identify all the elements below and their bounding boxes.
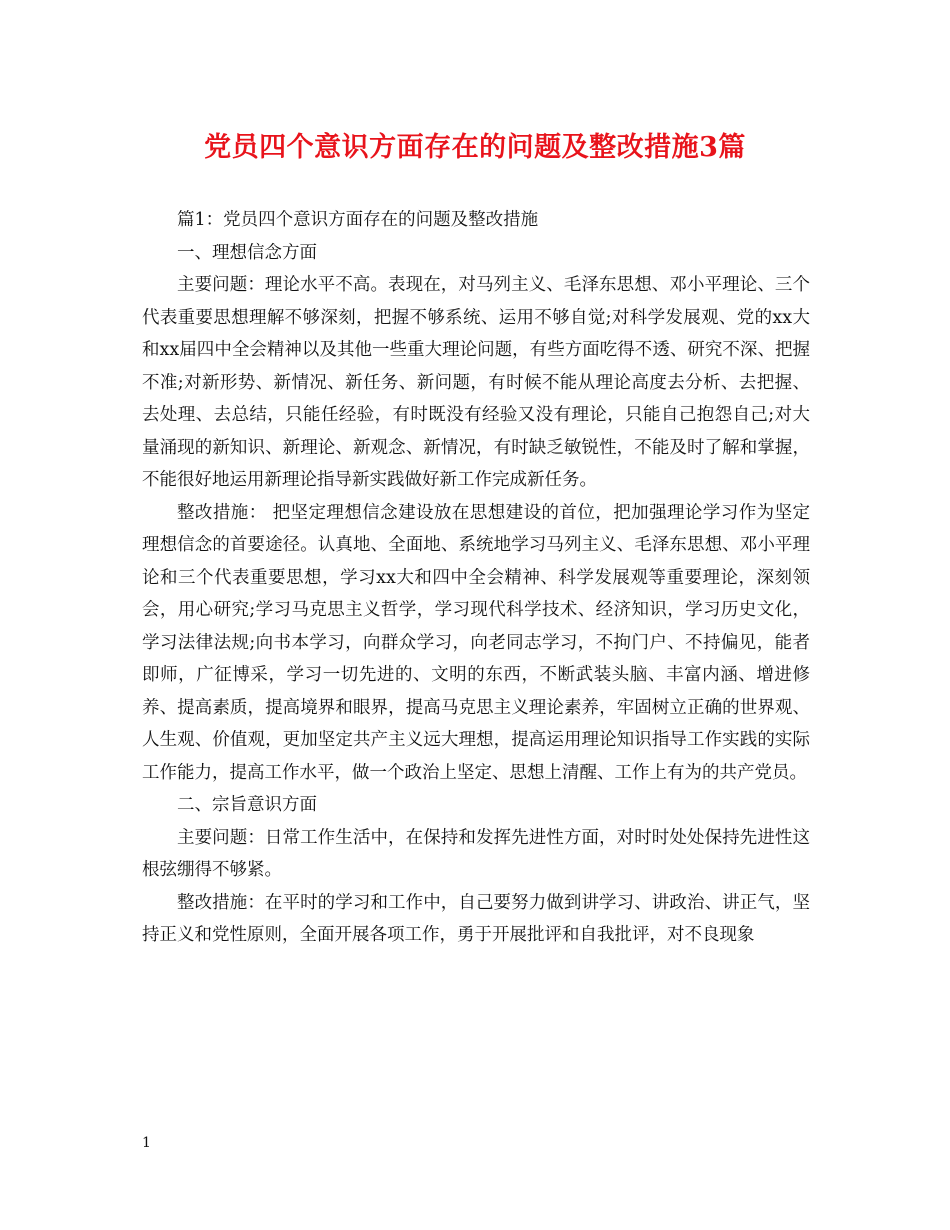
- subsection-heading: 一、理想信念方面: [177, 242, 317, 263]
- document-title: 党员四个意识方面存在的问题及整改措施3篇: [204, 132, 746, 163]
- page-number: 1: [142, 1135, 151, 1151]
- body-paragraph: 整改措施：在平时的学习和工作中，自己要努力做到讲学习、讲政治、讲正气，坚持正义和党性原则，全面开展各项工作，勇于开展批评和自我批评，对不良现象: [142, 892, 810, 945]
- document-body: [142, 204, 810, 952]
- subsection-heading: 二、宗旨意识方面: [177, 795, 317, 815]
- section-heading: 篇1：党员四个意识方面存在的问题及整改措施: [177, 210, 539, 230]
- body-paragraph: 主要问题：理论水平不高。表现在，对马列主义、毛泽东思想、邓小平理论、三个代表重要思想理解不够深刻，把握不够系统、运用不够自觉;对科学发展观、党的xx大和xx届四中全会精神以及其他一些重大理论问题，有些方面吃得不透、研究不深、把握不准;对新形势、新情况、新任务、新问题，有时候不能从理论高度去分析、去把握、去处理、去总结，只能任经验，有时既没有经验又没有理论，只能自己抱怨自己;对大量涌现的新知识、新理论、新观念、新情况，有时缺乏敏锐性，不能及时了解和掌握，不能很好地运用新理论指导新实践做好新工作完成新任务。: [142, 275, 810, 490]
- body-paragraph: 整改措施： 把坚定理想信念建设放在思想建设的首位，把加强理论学习作为坚定理想信念的首要途径。认真地、全面地、系统地学习马列主义、毛泽东思想、邓小平理论和三个代表重要思想，学习xx大和四中全会精神、科学发展观等重要理论，深刻领会，用心研究;学习马克思主义哲学，学习现代科学技术、经济知识，学习历史文化，学习法律法规;向书本学习，向群众学习，向老同志学习，不拘门户、不持偏见，能者即师，广征博采，学习一切先进的、文明的东西，不断武装头脑、丰富内涵、增进修养、提高素质，提高境界和眼界，提高马克思主义理论素养，牢固树立正确的世界观、人生观、价值观，更加坚定共产主义远大理想，提高运用理论知识指导工作实践的实际工作能力，提高工作水平，做一个政治上坚定、思想上清醒、工作上有为的共产党员。: [142, 502, 810, 783]
- body-paragraph: 主要问题：日常工作生活中，在保持和发挥先进性方面，对时时处处保持先进性这根弦绷得不够紧。: [142, 827, 810, 880]
